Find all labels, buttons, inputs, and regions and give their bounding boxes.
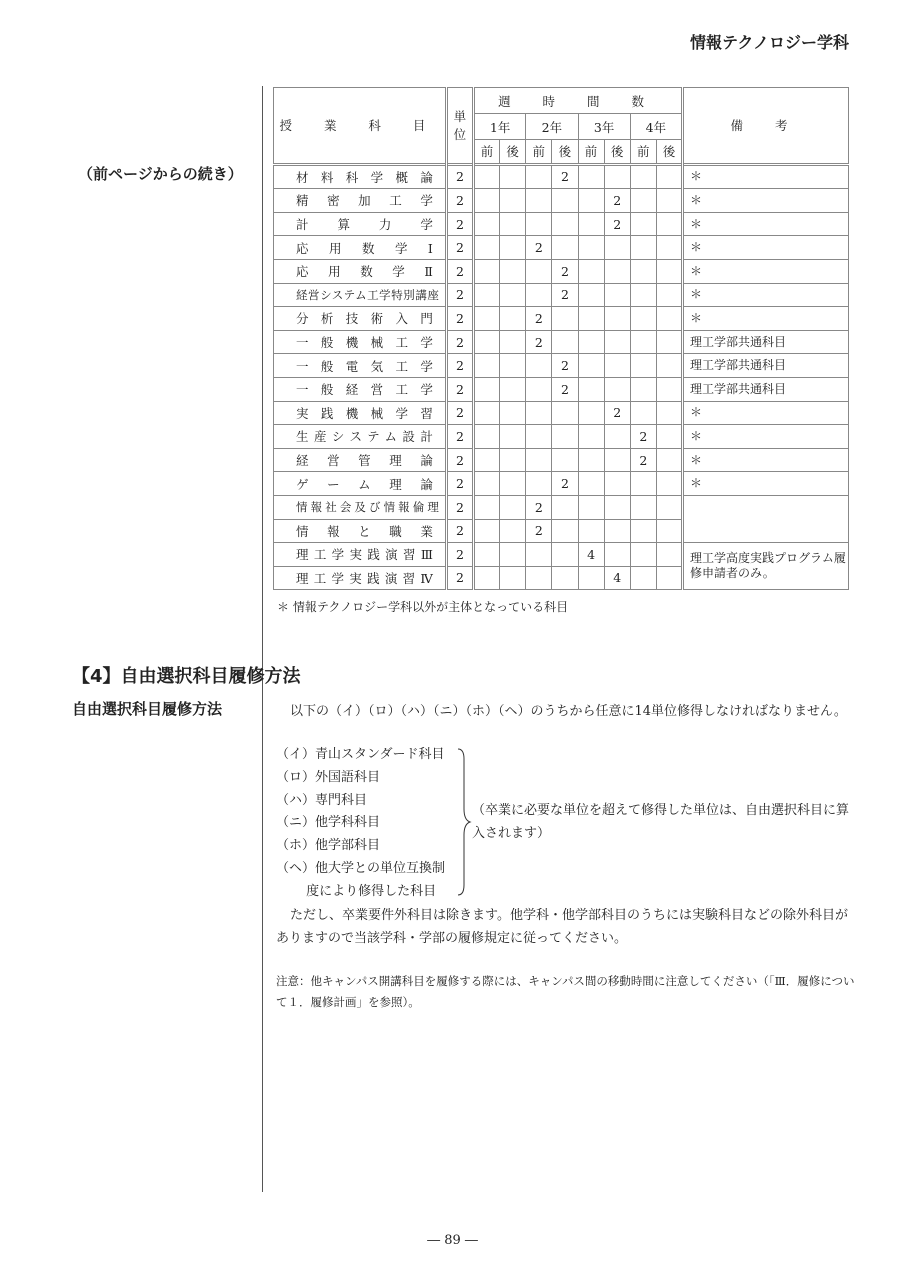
- hours-cell: [578, 259, 604, 283]
- hours-cell: 2: [552, 377, 578, 401]
- hours-cell: [604, 307, 630, 331]
- credit-cell: 2: [446, 425, 473, 449]
- hours-cell: [552, 212, 578, 236]
- subject-cell: 精密加工学: [274, 189, 447, 213]
- remarks-cell: ＊: [683, 164, 849, 189]
- hours-cell: [474, 259, 500, 283]
- campus-notice: 注意：他キャンパス開講科目を履修する際には、キャンパス間の移動時間に注意してください（「Ⅲ．履修について１．履修計画」を参照）。: [276, 974, 855, 1009]
- credit-cell: 2: [446, 472, 473, 496]
- credit-cell: 2: [446, 283, 473, 307]
- hours-cell: [656, 307, 682, 331]
- hours-cell: [500, 259, 526, 283]
- hours-cell: [604, 472, 630, 496]
- hours-cell: [578, 236, 604, 260]
- hours-cell: [500, 543, 526, 567]
- subject-header: 授 業 科 目: [274, 88, 447, 165]
- hours-cell: [474, 354, 500, 378]
- hours-cell: [578, 377, 604, 401]
- hours-cell: [656, 164, 682, 189]
- table-row: [274, 283, 849, 307]
- hours-cell: [552, 307, 578, 331]
- hours-cell: [474, 495, 500, 519]
- list-item: （ロ）外国語科目: [276, 769, 381, 785]
- hours-cell: [578, 307, 604, 331]
- hours-cell: [656, 425, 682, 449]
- hours-cell: 2: [604, 212, 630, 236]
- weekly-hours-header: 週 時 間 数: [474, 88, 683, 114]
- hours-cell: [656, 495, 682, 519]
- remarks-cell: ＊: [683, 212, 849, 236]
- hours-cell: [500, 425, 526, 449]
- section-subtitle: 自由選択科目履修方法: [72, 700, 223, 718]
- hours-cell: [630, 519, 656, 543]
- hours-cell: [630, 472, 656, 496]
- table-row: [274, 354, 849, 378]
- hours-cell: [630, 543, 656, 567]
- hours-cell: [474, 519, 500, 543]
- hours-cell: [630, 330, 656, 354]
- hours-cell: [656, 566, 682, 590]
- hours-cell: [630, 495, 656, 519]
- credit-cell: 2: [446, 212, 473, 236]
- hours-cell: 2: [526, 236, 552, 260]
- table-row: [274, 401, 849, 425]
- hours-cell: [656, 283, 682, 307]
- credit-cell: 2: [446, 543, 473, 567]
- continuation-label: （前ページからの続き）: [78, 165, 243, 183]
- hours-cell: [474, 401, 500, 425]
- hours-cell: [604, 354, 630, 378]
- term-first-header: 前: [630, 140, 656, 165]
- remarks-cell: ＊: [683, 189, 849, 213]
- remarks-cell: ＊: [683, 472, 849, 496]
- hours-cell: [500, 330, 526, 354]
- hours-cell: [578, 425, 604, 449]
- subject-cell: 経営システム工学特別講座: [274, 283, 447, 307]
- hours-cell: [552, 519, 578, 543]
- hours-cell: [500, 377, 526, 401]
- list-item: （ニ）他学科科目: [276, 815, 381, 831]
- hours-cell: 2: [526, 495, 552, 519]
- term-first-header: 前: [474, 140, 500, 165]
- hours-cell: [500, 401, 526, 425]
- subject-cell: 経営管理論: [274, 448, 447, 472]
- hours-cell: 2: [630, 425, 656, 449]
- hours-cell: [526, 425, 552, 449]
- hours-cell: [526, 448, 552, 472]
- hours-cell: [474, 212, 500, 236]
- hours-cell: [630, 377, 656, 401]
- hours-cell: [474, 543, 500, 567]
- remarks-header: 備 考: [683, 88, 849, 165]
- hours-cell: [604, 448, 630, 472]
- credit-cell: 2: [446, 519, 473, 543]
- subject-cell: 一般機械工学: [274, 330, 447, 354]
- remarks-cell: ＊: [683, 283, 849, 307]
- hours-cell: [656, 330, 682, 354]
- list-item: （ヘ）他大学との単位互換制: [276, 860, 446, 876]
- credit-cell: 2: [446, 495, 473, 519]
- hours-cell: [578, 519, 604, 543]
- credit-header: [446, 88, 473, 165]
- hours-cell: [656, 448, 682, 472]
- hours-cell: 2: [604, 401, 630, 425]
- term-first-header: 前: [578, 140, 604, 165]
- hours-cell: [552, 495, 578, 519]
- subject-cell: 生産システム設計: [274, 425, 447, 449]
- hours-cell: [474, 425, 500, 449]
- hours-cell: [500, 495, 526, 519]
- hours-cell: [630, 401, 656, 425]
- hours-cell: [552, 401, 578, 425]
- hours-cell: [656, 354, 682, 378]
- hours-cell: [578, 448, 604, 472]
- subject-cell: 理工学実践演習Ⅳ: [274, 566, 447, 590]
- remarks-cell: 理工学部共通科目: [683, 354, 849, 378]
- hours-cell: [526, 283, 552, 307]
- hours-cell: [474, 448, 500, 472]
- hours-cell: [500, 189, 526, 213]
- table-row: [274, 236, 849, 260]
- hours-cell: 2: [552, 259, 578, 283]
- hours-cell: [500, 212, 526, 236]
- hours-cell: [500, 448, 526, 472]
- hours-cell: [500, 354, 526, 378]
- hours-cell: [474, 330, 500, 354]
- hours-cell: [578, 330, 604, 354]
- hours-cell: [552, 236, 578, 260]
- hours-cell: [630, 189, 656, 213]
- hours-cell: [578, 401, 604, 425]
- hours-cell: [656, 189, 682, 213]
- remarks-cell: ＊: [683, 259, 849, 283]
- list-item: （ハ）専門科目: [276, 792, 368, 808]
- remarks-cell: [683, 495, 849, 542]
- hours-cell: [526, 189, 552, 213]
- credit-cell: 2: [446, 259, 473, 283]
- hours-cell: [630, 259, 656, 283]
- table-row: [274, 164, 849, 189]
- hours-cell: [604, 425, 630, 449]
- remarks-cell: ＊: [683, 401, 849, 425]
- remarks-cell: ＊: [683, 236, 849, 260]
- hours-cell: [630, 354, 656, 378]
- hours-cell: [500, 236, 526, 260]
- hours-cell: [526, 472, 552, 496]
- subject-cell: 理工学実践演習Ⅲ: [274, 543, 447, 567]
- credit-cell: 2: [446, 354, 473, 378]
- section-title: 【4】自由選択科目履修方法: [72, 666, 301, 687]
- table-row: [274, 377, 849, 401]
- hours-cell: [630, 283, 656, 307]
- table-row: [274, 495, 849, 519]
- term-second-header: 後: [656, 140, 682, 165]
- subject-cell: ゲーム理論: [274, 472, 447, 496]
- hours-cell: [604, 543, 630, 567]
- hours-cell: [578, 164, 604, 189]
- hours-cell: 2: [552, 354, 578, 378]
- term-second-header: 後: [604, 140, 630, 165]
- remarks-cell: ＊: [683, 425, 849, 449]
- hours-cell: [578, 566, 604, 590]
- credit-cell: 2: [446, 164, 473, 189]
- subject-cell: 材料科学概論: [274, 164, 447, 189]
- hours-cell: [578, 354, 604, 378]
- table-row: [274, 425, 849, 449]
- remarks-cell: 理工学高度実践プログラム履修申請者のみ。: [683, 543, 849, 590]
- hours-cell: [552, 566, 578, 590]
- hours-cell: 2: [526, 307, 552, 331]
- year-header: 2年: [526, 114, 578, 140]
- hours-cell: [630, 307, 656, 331]
- brace-note: （卒業に必要な単位を超えて修得した単位は、自由選択科目に算入されます）: [472, 803, 850, 841]
- list-item: 度により修得した科目: [276, 883, 437, 899]
- subject-cell: 情報と職業: [274, 519, 447, 543]
- hours-cell: [526, 164, 552, 189]
- credit-cell: 2: [446, 189, 473, 213]
- hours-cell: [578, 189, 604, 213]
- hours-cell: [630, 566, 656, 590]
- hours-cell: [656, 212, 682, 236]
- credit-cell: 2: [446, 401, 473, 425]
- hours-cell: [552, 543, 578, 567]
- right-brace-icon: [456, 747, 472, 897]
- exclusion-paragraph: ただし、卒業要件外科目は除きます。他学科・他学部科目のうちには実験科目などの除外科目がありますので当該学科・学部の履修規定に従ってください。: [276, 908, 848, 946]
- hours-cell: 2: [526, 519, 552, 543]
- hours-cell: [604, 519, 630, 543]
- subject-cell: 実践機械学習: [274, 401, 447, 425]
- table-row: [274, 543, 849, 567]
- hours-cell: [500, 566, 526, 590]
- hours-cell: [474, 307, 500, 331]
- hours-cell: [578, 495, 604, 519]
- hours-cell: [604, 330, 630, 354]
- hours-cell: [604, 283, 630, 307]
- hours-cell: 2: [552, 283, 578, 307]
- credit-cell: 2: [446, 448, 473, 472]
- remarks-cell: ＊: [683, 448, 849, 472]
- credit-cell: 2: [446, 566, 473, 590]
- subject-cell: 情報社会及び情報倫理: [274, 495, 447, 519]
- hours-cell: [656, 259, 682, 283]
- subject-cell: 一般経営工学: [274, 377, 447, 401]
- hours-cell: [474, 283, 500, 307]
- hours-cell: [578, 472, 604, 496]
- hours-cell: [526, 259, 552, 283]
- hours-cell: 2: [552, 164, 578, 189]
- remarks-cell: ＊: [683, 307, 849, 331]
- table-row: [274, 189, 849, 213]
- table-row: [274, 448, 849, 472]
- hours-cell: 4: [604, 566, 630, 590]
- year-header: 1年: [474, 114, 526, 140]
- hours-cell: [604, 164, 630, 189]
- hours-cell: [526, 212, 552, 236]
- hours-cell: [656, 377, 682, 401]
- remarks-cell: 理工学部共通科目: [683, 330, 849, 354]
- table-footnote: ＊ 情報テクノロジー学科以外が主体となっている科目: [277, 600, 569, 614]
- table-row: [274, 259, 849, 283]
- intro-paragraph: 以下の（イ）（ロ）（ハ）（ニ）（ホ）（ヘ）のうちから任意に14単位修得しなければなりません。: [290, 704, 847, 719]
- list-item: （ホ）他学部科目: [276, 838, 381, 854]
- hours-cell: [500, 283, 526, 307]
- department-header: 情報テクノロジー学科: [689, 33, 849, 52]
- hours-cell: [552, 330, 578, 354]
- table-row: [274, 212, 849, 236]
- list-item: （イ）青山スタンダード科目: [276, 747, 445, 762]
- year-header: 3年: [578, 114, 630, 140]
- hours-cell: [656, 401, 682, 425]
- subject-cell: 一般電気工学: [274, 354, 447, 378]
- hours-cell: [500, 519, 526, 543]
- hours-cell: [552, 425, 578, 449]
- page-number: ― 89 ―: [427, 1233, 478, 1248]
- hours-cell: [474, 189, 500, 213]
- hours-cell: [578, 283, 604, 307]
- subject-cell: 応用数学Ⅱ: [274, 259, 447, 283]
- hours-cell: [630, 212, 656, 236]
- term-second-header: 後: [500, 140, 526, 165]
- credit-cell: 2: [446, 330, 473, 354]
- elective-category-list: [276, 744, 445, 904]
- hours-cell: [526, 543, 552, 567]
- hours-cell: [474, 236, 500, 260]
- hours-cell: [500, 164, 526, 189]
- credit-header-line2: 位: [453, 127, 467, 143]
- hours-cell: [552, 448, 578, 472]
- hours-cell: [604, 259, 630, 283]
- hours-cell: [604, 377, 630, 401]
- hours-cell: [630, 236, 656, 260]
- hours-cell: [604, 495, 630, 519]
- hours-cell: [526, 566, 552, 590]
- hours-cell: [474, 164, 500, 189]
- hours-cell: [604, 236, 630, 260]
- subject-cell: 計算力学: [274, 212, 447, 236]
- subject-cell: 分析技術入門: [274, 307, 447, 331]
- curriculum-table: [273, 87, 849, 590]
- term-second-header: 後: [552, 140, 578, 165]
- credit-header-line1: 単: [453, 109, 467, 125]
- remarks-cell: 理工学部共通科目: [683, 377, 849, 401]
- hours-cell: [552, 189, 578, 213]
- hours-cell: [474, 566, 500, 590]
- subject-cell: 応用数学Ⅰ: [274, 236, 447, 260]
- hours-cell: [630, 164, 656, 189]
- hours-cell: [578, 212, 604, 236]
- hours-cell: 2: [526, 330, 552, 354]
- hours-cell: [526, 354, 552, 378]
- hours-cell: [656, 519, 682, 543]
- hours-cell: 4: [578, 543, 604, 567]
- year-header: 4年: [630, 114, 682, 140]
- hours-cell: 2: [630, 448, 656, 472]
- hours-cell: [656, 472, 682, 496]
- credit-cell: 2: [446, 377, 473, 401]
- hours-cell: [474, 377, 500, 401]
- table-row: [274, 330, 849, 354]
- hours-cell: [500, 307, 526, 331]
- hours-cell: [526, 401, 552, 425]
- credit-cell: 2: [446, 307, 473, 331]
- table-row: [274, 307, 849, 331]
- term-first-header: 前: [526, 140, 552, 165]
- hours-cell: 2: [552, 472, 578, 496]
- margin-divider: [262, 86, 263, 1192]
- hours-cell: [526, 377, 552, 401]
- credit-cell: 2: [446, 236, 473, 260]
- hours-cell: [474, 472, 500, 496]
- hours-cell: [656, 543, 682, 567]
- table-row: [274, 472, 849, 496]
- hours-cell: [656, 236, 682, 260]
- hours-cell: [500, 472, 526, 496]
- hours-cell: 2: [604, 189, 630, 213]
